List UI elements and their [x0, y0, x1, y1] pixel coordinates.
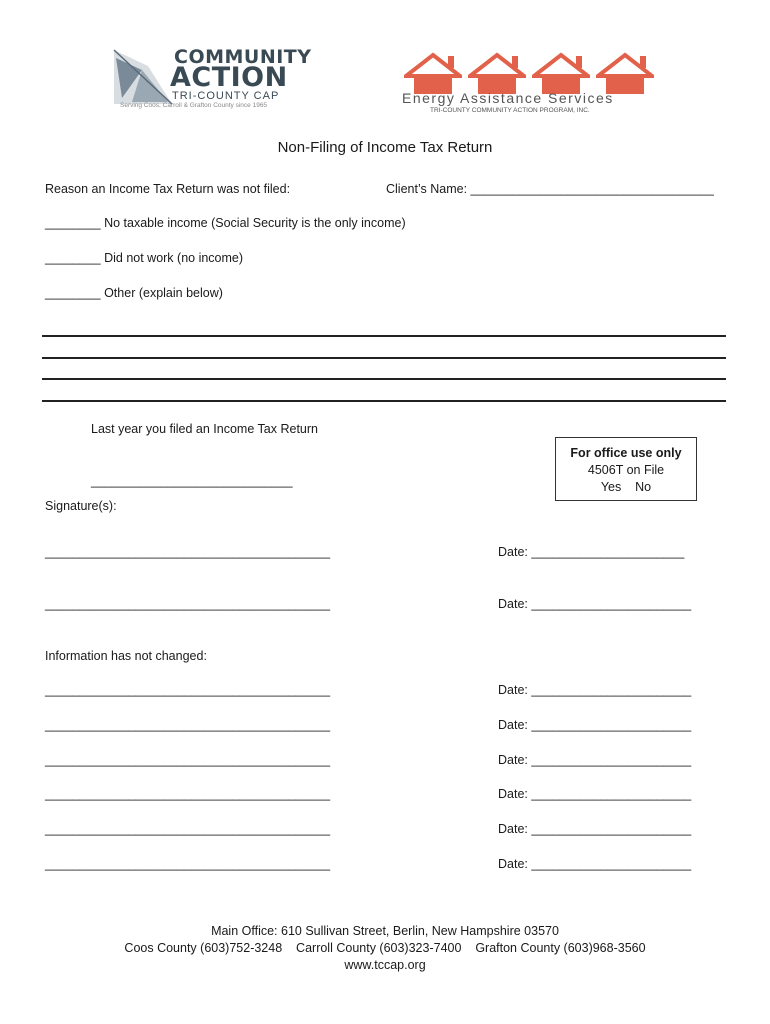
energy-subtitle: TRI-COUNTY COMMUNITY ACTION PROGRAM, INC.	[430, 107, 590, 114]
page-title: Non-Filing of Income Tax Return	[277, 139, 493, 156]
last-year-field[interactable]: _____________________________	[91, 474, 293, 488]
option-did-not-work[interactable]: ________ Did not work (no income)	[45, 251, 244, 265]
logo-action-text: ACTION	[170, 62, 288, 93]
explain-line[interactable]	[42, 335, 726, 337]
office-use-4506t: 4506T on File	[587, 463, 665, 477]
community-action-emblem-icon	[112, 48, 174, 106]
signature-field[interactable]: _________________________________________	[45, 753, 331, 767]
signature-field[interactable]: _________________________________________	[45, 545, 331, 559]
date-field[interactable]: Date: _______________________	[498, 822, 692, 836]
option-no-taxable-income[interactable]: ________ No taxable income (Social Security is the only income)	[45, 216, 406, 230]
footer-phones: Coos County (603)752-3248 Carroll County (603)323-7400 Grafton County (603)968-3560	[124, 941, 646, 955]
date-field[interactable]: Date: _______________________	[498, 753, 692, 767]
explain-line[interactable]	[42, 378, 726, 380]
logo-community-text: COMMUNITY	[174, 46, 312, 68]
explain-line[interactable]	[42, 357, 726, 359]
signature-field[interactable]: _________________________________________	[45, 857, 331, 871]
logo-tricounty-text: TRI-COUNTY CAP	[172, 90, 280, 102]
signature-field[interactable]: _________________________________________	[45, 718, 331, 732]
option-other[interactable]: ________ Other (explain below)	[45, 286, 223, 300]
office-use-box	[555, 437, 697, 501]
footer-address: Main Office: 610 Sullivan Street, Berlin, New Hampshire 03570	[211, 924, 559, 938]
signature-field[interactable]: _________________________________________	[45, 787, 331, 801]
date-field[interactable]: Date: _______________________	[498, 787, 692, 801]
logo-tagline: Serving Coos, Carroll & Grafton County since 1965	[120, 102, 268, 109]
date-field[interactable]: Date: _______________________	[498, 597, 692, 611]
footer-website[interactable]: www.tccap.org	[344, 958, 426, 972]
date-field[interactable]: Date: _______________________	[498, 718, 692, 732]
explain-line[interactable]	[42, 400, 726, 402]
office-use-yes-no: Yes No	[600, 480, 652, 494]
signature-field[interactable]: _________________________________________	[45, 597, 331, 611]
info-not-changed-label: Information has not changed:	[45, 649, 207, 663]
signature-field[interactable]: _________________________________________	[45, 683, 331, 697]
date-field[interactable]: Date: _______________________	[498, 857, 692, 871]
client-name-field[interactable]: Client’s Name: ___________________________________	[386, 182, 714, 196]
last-year-label: Last year you filed an Income Tax Return	[91, 422, 318, 436]
reason-label: Reason an Income Tax Return was not filed:	[45, 182, 291, 196]
office-use-title: For office use only	[570, 446, 682, 460]
date-field[interactable]: Date: _______________________	[498, 683, 692, 697]
energy-assistance-logo	[400, 52, 662, 116]
signature-field[interactable]: _________________________________________	[45, 822, 331, 836]
date-field[interactable]: Date: ______________________	[498, 545, 685, 559]
signatures-label: Signature(s):	[45, 499, 117, 513]
energy-title: Energy Assistance Services	[402, 90, 614, 106]
community-action-logo	[112, 46, 324, 112]
